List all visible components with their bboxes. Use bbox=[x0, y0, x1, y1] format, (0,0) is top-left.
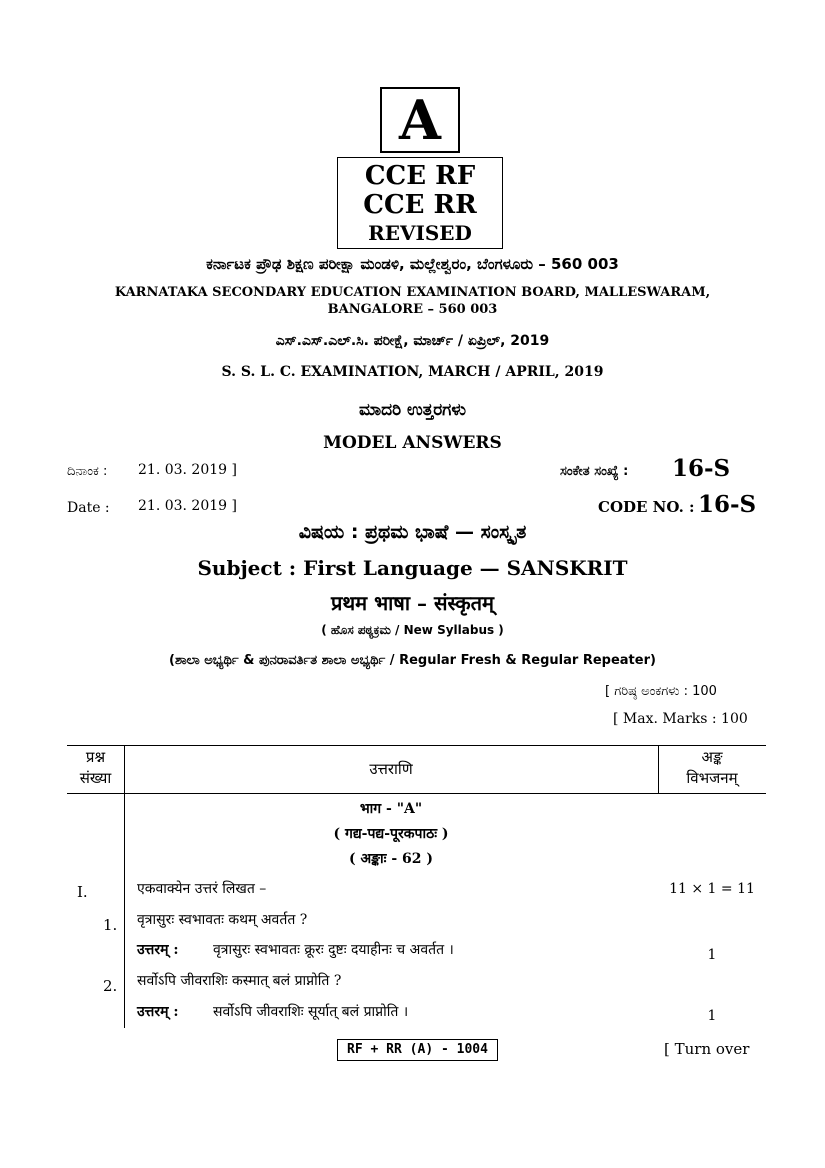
question-number: 2. bbox=[103, 977, 118, 995]
board-name-english-2: BANGALORE – 560 003 bbox=[327, 302, 498, 317]
header-question-number-line2: संख्या bbox=[79, 769, 112, 787]
header-marks-line1: अङ्क bbox=[701, 748, 723, 766]
code-value-kannada: 16-S bbox=[672, 455, 731, 482]
header-question-number bbox=[67, 747, 124, 789]
table-col-divider-1 bbox=[124, 745, 125, 1028]
question-text: सर्वोऽपि जीवराशिः कस्मात् बलं प्राप्नोति ? bbox=[137, 973, 342, 989]
paper-code-box: A bbox=[380, 87, 460, 153]
question-number: 1. bbox=[103, 916, 118, 934]
answers-table bbox=[67, 745, 766, 1030]
model-answers-kannada: ಮಾದರಿ ಉತ್ತರಗಳು bbox=[358, 400, 467, 420]
question-text: वृत्रासुरः स्वभावतः कथम् अवर्तत ? bbox=[137, 912, 308, 928]
cce-line-1: CCE RF bbox=[364, 161, 476, 191]
cce-box bbox=[337, 157, 503, 249]
turn-over: [ Turn over bbox=[664, 1040, 750, 1058]
cce-line-3: REVISED bbox=[368, 221, 472, 245]
board-name-kannada: ಕರ್ನಾಟಕ ಪ್ರೌಢ ಶಿಕ್ಷಣ ಪರೀಕ್ಷಾ ಮಂಡಳಿ, ಮಲ್ಲೇಶ್ವರಂ, ಬೆಂಗಳೂರು – 560 003 bbox=[206, 255, 619, 273]
subject-english: Subject : First Language — SANSKRIT bbox=[197, 556, 628, 580]
header-marks bbox=[658, 747, 766, 789]
max-marks-english: [ Max. Marks : 100 bbox=[613, 711, 748, 727]
header-answers: उत्तराणि bbox=[369, 760, 413, 778]
table-header-border bbox=[67, 793, 766, 794]
part-subtitle: ( गद्य-पद्य-पूरकपाठः ) bbox=[333, 826, 449, 842]
subject-hindi: प्रथम भाषा – संस्कृतम् bbox=[330, 591, 494, 615]
board-name-english-1: KARNATAKA SECONDARY EDUCATION EXAMINATION BOARD, MALLESWARAM, bbox=[114, 285, 711, 300]
code-label-english: CODE NO. : bbox=[598, 498, 695, 516]
answer-text: वृत्रासुरः स्वभावतः क्रूरः दुष्टः दयाहीनः च अवर्तत । bbox=[213, 942, 454, 958]
max-marks-kannada: [ ಗರಿಷ್ಠ ಅಂಕಗಳು : 100 bbox=[605, 684, 717, 699]
model-answers-english: MODEL ANSWERS bbox=[323, 433, 502, 453]
answer-label: उत्तरम् : bbox=[137, 942, 179, 958]
question-number: I. bbox=[77, 883, 88, 901]
subject-kannada: ವಿಷಯ : ಪ್ರಥಮ ಭಾಷೆ — ಸಂಸ್ಕೃತ bbox=[298, 521, 527, 543]
header-question-number-line1: प्रश्न bbox=[85, 748, 106, 766]
syllabus-note: ( ಹೊಸ ಪಠ್ಯಕ್ರಮ / New Syllabus ) bbox=[321, 623, 504, 637]
table-top-border bbox=[67, 745, 766, 746]
date-label-english: Date : bbox=[67, 500, 110, 516]
answer-label: उत्तरम् : bbox=[137, 1004, 179, 1020]
part-marks: ( अङ्काः - 62 ) bbox=[348, 851, 434, 867]
question-text: एकवाक्येन उत्तरं लिखत – bbox=[137, 881, 267, 897]
exam-english: S. S. L. C. EXAMINATION, MARCH / APRIL, 2019 bbox=[221, 364, 604, 380]
cce-line-2: CCE RR bbox=[363, 190, 477, 220]
answer-text: सर्वोऽपि जीवराशिः सूर्यात् बलं प्राप्नोति । bbox=[213, 1004, 409, 1020]
date-value-english: 21. 03. 2019 ] bbox=[138, 498, 237, 514]
code-label-kannada: ಸಂಕೇತ ಸಂಖ್ಯೆ : bbox=[560, 464, 629, 479]
date-value-kannada: 21. 03. 2019 ] bbox=[138, 462, 237, 478]
marks-allocation: 1 bbox=[707, 1008, 717, 1024]
candidate-type: (ಶಾಲಾ ಅಭ್ಯರ್ಥಿ & ಪುನರಾವರ್ತಿತ ಶಾಲಾ ಅಭ್ಯರ್ಥಿ / Regular Fresh & Regular Repeater) bbox=[169, 653, 656, 668]
marks-allocation: 11 × 1 = 11 bbox=[669, 881, 755, 897]
exam-kannada: ಎಸ್.ಎಸ್.ಎಲ್.ಸಿ. ಪರೀಕ್ಷೆ, ಮಾರ್ಚ್ / ಏಪ್ರಿಲ್, 2019 bbox=[275, 333, 550, 349]
footer-code-box: RF + RR (A) - 1004 bbox=[337, 1039, 498, 1061]
date-label-kannada: ದಿನಾಂಕ : bbox=[67, 464, 108, 479]
header-marks-line2: विभजनम् bbox=[686, 769, 738, 787]
code-value-english: 16-S bbox=[698, 491, 757, 518]
part-title: भाग - "A" bbox=[359, 801, 423, 817]
marks-allocation: 1 bbox=[707, 947, 717, 963]
